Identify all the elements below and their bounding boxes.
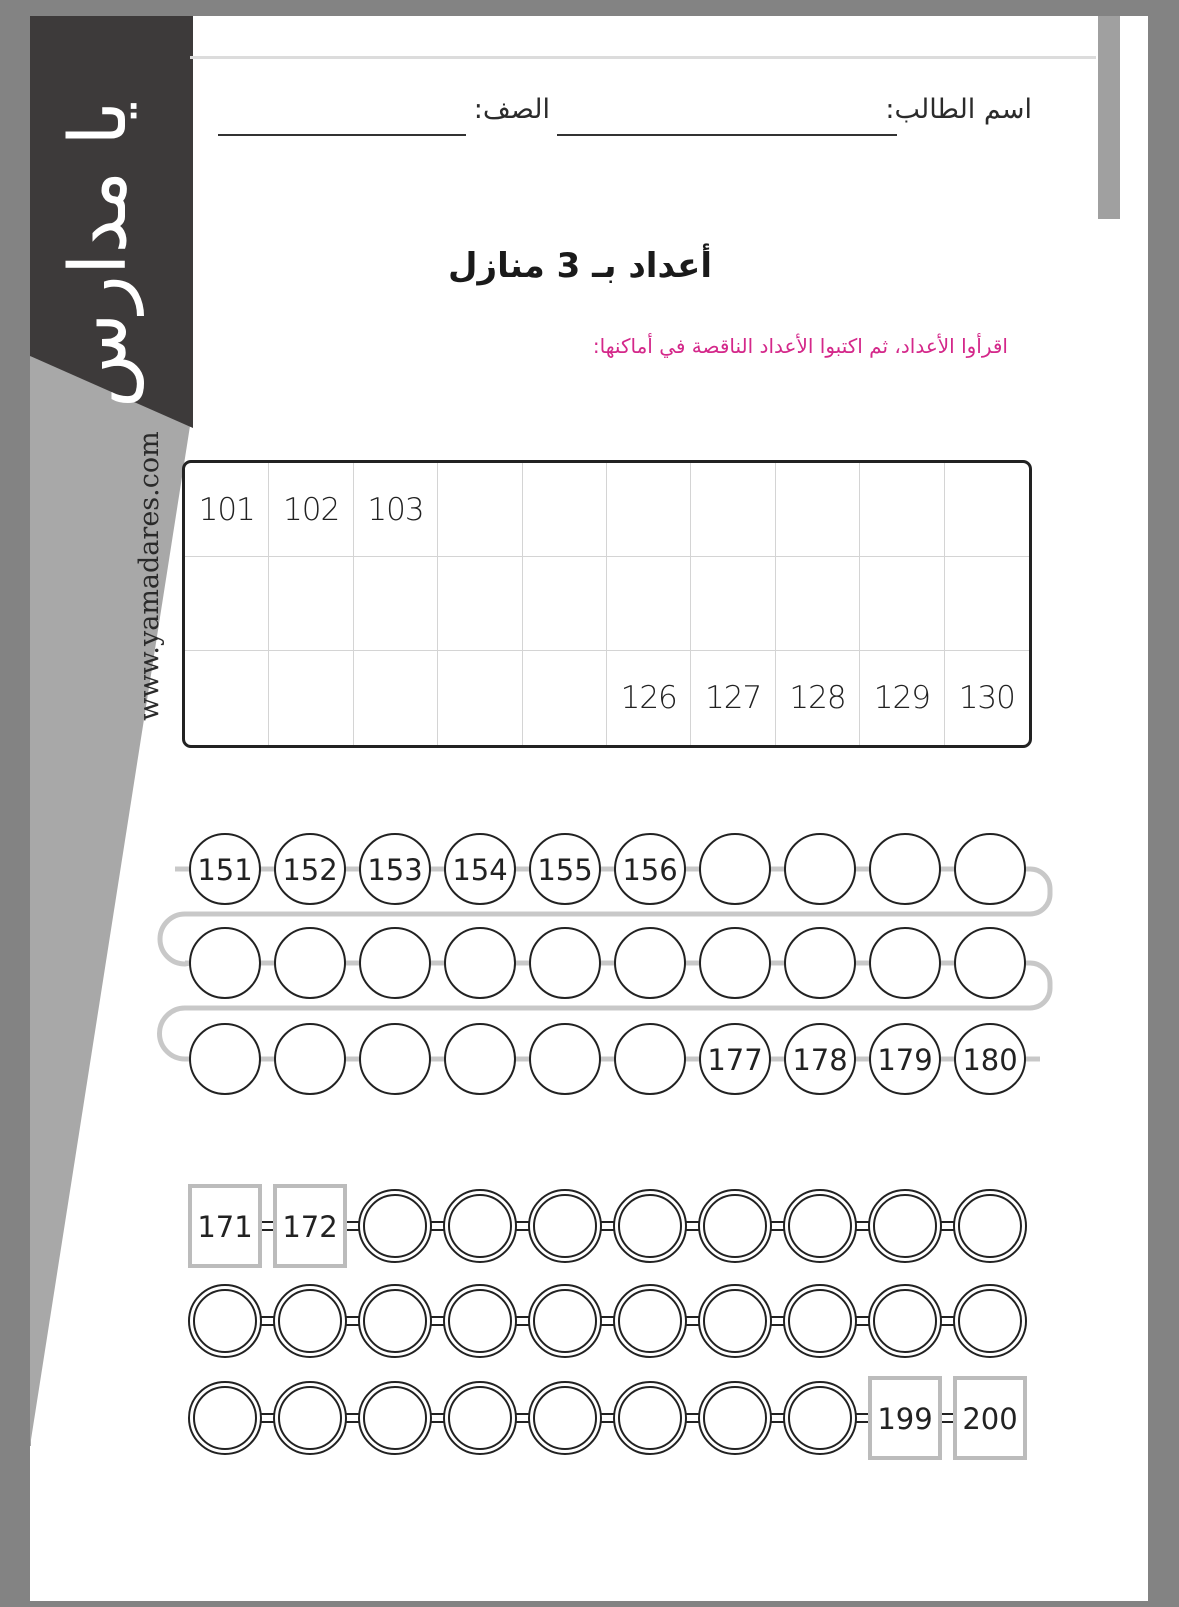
train-box-number: 200 (962, 1402, 1018, 1436)
chain-bead (445, 928, 515, 998)
chain-bead (190, 928, 260, 998)
train-circle-inner (789, 1195, 851, 1257)
grid-cell: 101 (185, 463, 269, 557)
train-circle-inner (364, 1387, 426, 1449)
train-circle-inner (194, 1290, 256, 1352)
chain-bead (785, 928, 855, 998)
chain-bead (190, 1024, 260, 1094)
chain-bead (870, 834, 940, 904)
train-circle-inner (789, 1290, 851, 1352)
train-circle-inner (449, 1290, 511, 1352)
grid-cell: 128 (776, 651, 860, 745)
chain-bead (530, 1024, 600, 1094)
chain-bead-number: 178 (792, 1043, 848, 1077)
chain-bead (870, 928, 940, 998)
train-circle-inner (789, 1387, 851, 1449)
grid-cell: 102 (269, 463, 353, 557)
train-box-number: 199 (877, 1402, 933, 1436)
chain-bead (615, 1024, 685, 1094)
train-circle-inner (279, 1387, 341, 1449)
train-circle-inner (619, 1195, 681, 1257)
train-circle-inner (449, 1195, 511, 1257)
chain-bead (275, 928, 345, 998)
train-circle-inner (619, 1387, 681, 1449)
chain-bead-number: 155 (537, 853, 593, 887)
chain-bead (360, 928, 430, 998)
chain-bead-number: 152 (282, 853, 338, 887)
chain-bead (955, 834, 1025, 904)
chain-bead (530, 928, 600, 998)
chain-bead (955, 928, 1025, 998)
train-circle-inner (704, 1195, 766, 1257)
grid-cell: 127 (691, 651, 775, 745)
train-circle-inner (194, 1387, 256, 1449)
train-circle-inner (619, 1290, 681, 1352)
grid-cell: 126 (607, 651, 691, 745)
chain-bead-number: 154 (452, 853, 508, 887)
chain-bead (785, 834, 855, 904)
chain-bead (445, 1024, 515, 1094)
train-circle-inner (959, 1195, 1021, 1257)
website-url: www.yamadares.com (134, 431, 165, 721)
train-circle-inner (874, 1195, 936, 1257)
train-circle-inner (704, 1387, 766, 1449)
chain-bead (275, 1024, 345, 1094)
grid-cell: 103 (354, 463, 438, 557)
worksheet-page (30, 16, 1148, 1601)
train-circle-inner (279, 1290, 341, 1352)
chain-bead-number: 153 (367, 853, 423, 887)
worksheet-title: أعداد بـ 3 منازل (448, 246, 712, 286)
chain-bead-number: 156 (622, 853, 678, 887)
train-box-number: 172 (282, 1210, 338, 1244)
instruction-text: اقرأوا الأعداد، ثم اكتبوا الأعداد الناقصة في أماكنها: (592, 334, 1008, 358)
chain-bead (700, 834, 770, 904)
class-label: الصف: (473, 94, 550, 125)
brand-logo-text: يا مدارس (54, 100, 144, 408)
chain-bead-number: 179 (877, 1043, 933, 1077)
train-circle-inner (959, 1290, 1021, 1352)
train-circle-inner (704, 1290, 766, 1352)
train-circle-inner (364, 1290, 426, 1352)
chain-bead-number: 180 (962, 1043, 1018, 1077)
grid-cell: 130 (958, 680, 1015, 716)
chain-bead (700, 928, 770, 998)
grid-cell: 129 (860, 651, 944, 745)
train-circle-inner (534, 1387, 596, 1449)
chain-bead-number: 151 (197, 853, 253, 887)
student-name-label: اسم الطالب: (885, 94, 1032, 125)
train-circle-inner (534, 1290, 596, 1352)
train-circle-inner (874, 1290, 936, 1352)
chain-bead-number: 177 (707, 1043, 763, 1077)
chain-bead (615, 928, 685, 998)
train-circle-inner (534, 1195, 596, 1257)
chain-bead (360, 1024, 430, 1094)
train-circle-inner (364, 1195, 426, 1257)
number-chains (30, 16, 1148, 1601)
train-box-number: 171 (197, 1210, 253, 1244)
train-circle-inner (449, 1387, 511, 1449)
